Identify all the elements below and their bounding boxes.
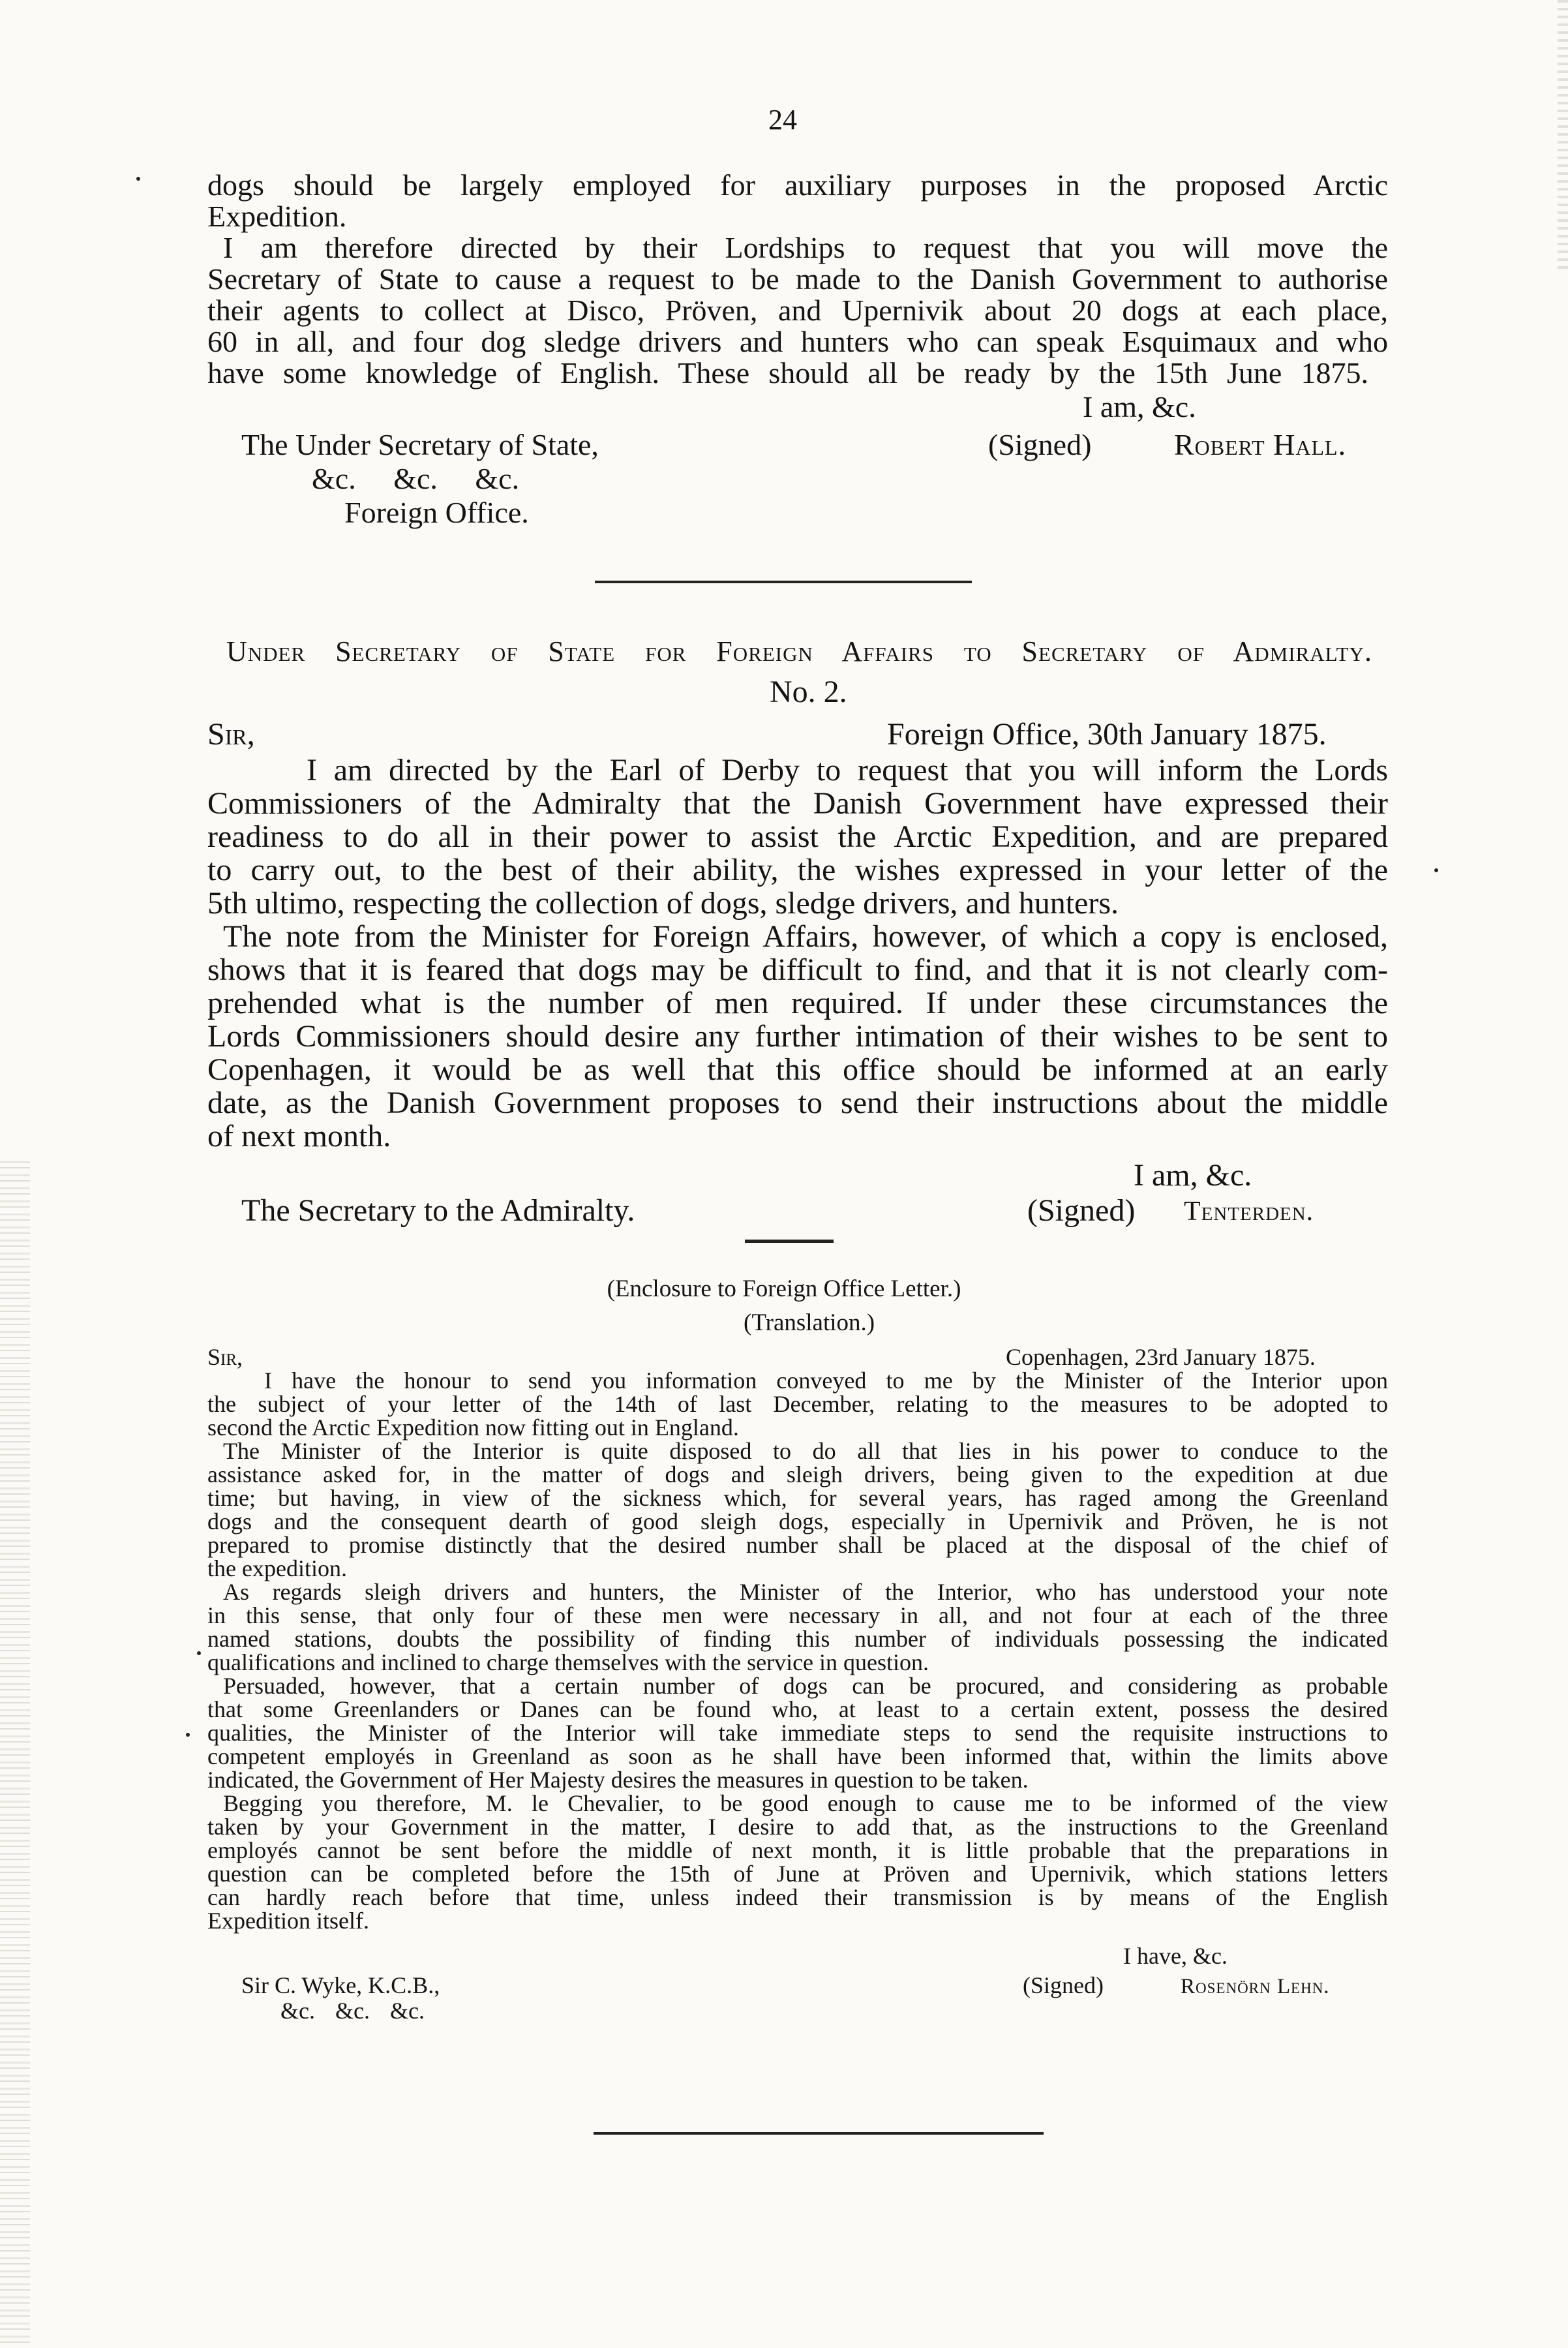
letter1-etc: &c. &c. &c.: [312, 462, 520, 495]
print-speck: [197, 1651, 201, 1655]
letter2-closing: I am, &c.: [1134, 1158, 1252, 1193]
enclosure-line: named stations, doubts the possibility of finding this number of individuals possessing the indicated: [207, 1626, 1388, 1652]
enclosure-etc: &c. &c. &c.: [280, 1998, 425, 2024]
print-speck: [186, 1733, 190, 1737]
letter1-signatory: Robert Hall.: [1174, 428, 1347, 461]
letter2-line: to carry out, to the best of their ability, the wishes expressed in your letter of the: [207, 853, 1388, 887]
enclosure-line: time; but having, in view of the sickness which, for several years, has raged among the Greenland: [207, 1485, 1388, 1511]
letter1-addressee: The Under Secretary of State,: [241, 428, 599, 461]
letter1-line: I am therefore directed by their Lordships to request that you will move the: [223, 231, 1388, 264]
enclosure-line: The Minister of the Interior is quite disposed to do all that lies in his power to conduce to the: [223, 1438, 1388, 1464]
letter2-signed: (Signed): [1027, 1193, 1136, 1228]
letter2-line: date, as the Danish Government proposes to send their instructions about the middle: [207, 1086, 1388, 1120]
letter2-line: of next month.: [207, 1119, 391, 1153]
enclosure-closing: I have, &c.: [1123, 1943, 1228, 1969]
enclosure-line: I have the honour to send you information conveyed to me by the Minister of the Interior upon: [264, 1367, 1388, 1394]
enclosure-line: that some Greenlanders or Danes can be found who, at least to a certain extent, possess the desired: [207, 1696, 1388, 1722]
letter2-line: 5th ultimo, respecting the collection of dogs, sledge drivers, and hunters.: [207, 886, 1119, 921]
enclosure-salutation: Sir,: [207, 1344, 243, 1370]
letter1-line: 60 in all, and four dog sledge drivers and hunters who can speak Esquimaux and who: [207, 325, 1388, 358]
letter2-line: The note from the Minister for Foreign Affairs, however, of which a copy is enclosed,: [223, 919, 1388, 954]
letter1-line: have some knowledge of English. These should all be ready by the 15th June 1875.: [207, 356, 1368, 389]
section-divider: [595, 581, 972, 583]
enclosure-addressee: Sir C. Wyke, K.C.B.,: [241, 1972, 440, 1998]
enclosure-heading: (Enclosure to Foreign Office Letter.): [607, 1275, 961, 1302]
enclosure-place-date: Copenhagen, 23rd January 1875.: [1006, 1344, 1316, 1370]
enclosure-line: Persuaded, however, that a certain number of dogs can be procured, and considering as probable: [223, 1673, 1388, 1699]
enclosure-line: competent employés in Greenland as soon as he shall have been informed that, within the limits above: [207, 1743, 1388, 1769]
letter2-number: No. 2.: [770, 675, 847, 709]
letter2-line: Lords Commissioners should desire any further intimation of their wishes to be sent to: [207, 1019, 1388, 1054]
letter1-closing: I am, &c.: [1083, 390, 1196, 423]
letter2-line: Commissioners of the Admiralty that the Danish Government have expressed their: [207, 786, 1388, 821]
enclosure-line: qualities, the Minister of the Interior will take immediate steps to send the requisite instructions to: [207, 1720, 1388, 1746]
enclosure-signatory: Rosenörn Lehn.: [1181, 1975, 1330, 1998]
enclosure-line: dogs and the consequent dearth of good sleigh dogs, especially in Upernivik and Pröven, he is not: [207, 1508, 1388, 1534]
letter2-addressee: The Secretary to the Admiralty.: [241, 1193, 635, 1228]
enclosure-line: qualifications and inclined to charge themselves with the service in question.: [207, 1649, 929, 1675]
enclosure-line: assistance asked for, in the matter of dogs and sleigh drivers, being given to the expedition at due: [207, 1461, 1388, 1487]
letter2-line: prehended what is the number of men required. If under these circumstances the: [207, 986, 1388, 1020]
enclosure-line: Expedition itself.: [207, 1908, 369, 1934]
enclosure-line: employés cannot be sent before the middle of next month, it is little probable that the preparations in: [207, 1837, 1388, 1863]
page-number: 24: [768, 104, 797, 136]
letter2-salutation: Sir,: [207, 717, 255, 752]
letter1-line: Secretary of State to cause a request to be made to the Danish Government to authorise: [207, 262, 1388, 296]
print-speck: [1434, 868, 1438, 872]
letter2-line: I am directed by the Earl of Derby to request that you will inform the Lords: [307, 753, 1388, 787]
letter2-signatory: Tenterden.: [1184, 1197, 1314, 1227]
enclosure-line: the expedition.: [207, 1555, 347, 1581]
letter1-line: dogs should be largely employed for auxiliary purposes in the proposed Arctic: [207, 168, 1388, 202]
enclosure-line: can hardly reach before that time, unless indeed their transmission is by means of the English: [207, 1884, 1388, 1910]
enclosure-signed: (Signed): [1023, 1972, 1104, 1998]
enclosure-translation: (Translation.): [744, 1309, 875, 1336]
enclosure-line: taken by your Government in the matter, I desire to add that, as the instructions to the Greenland: [207, 1814, 1388, 1840]
letter2-place-date: Foreign Office, 30th January 1875.: [887, 717, 1327, 752]
page-edge: [1558, 0, 1568, 274]
enclosure-line: As regards sleigh drivers and hunters, the Minister of the Interior, who has understood your note: [223, 1579, 1388, 1605]
letter1-line: Expedition.: [207, 200, 347, 233]
letter1-line: their agents to collect at Disco, Pröven, and Upernivik about 20 dogs at each place,: [207, 294, 1388, 327]
end-divider: [594, 2132, 1044, 2135]
print-speck: [136, 177, 140, 181]
letter2-line: shows that it is feared that dogs may be difficult to find, and that it is not clearly com-: [207, 953, 1388, 987]
enclosure-line: second the Arctic Expedition now fitting out in England.: [207, 1414, 739, 1441]
letter1-office: Foreign Office.: [344, 496, 529, 529]
enclosure-line: indicated, the Government of Her Majesty desires the measures in question to be taken.: [207, 1767, 1029, 1793]
short-divider: [745, 1240, 834, 1243]
enclosure-line: prepared to promise distinctly that the desired number shall be placed at the disposal of the chief of: [207, 1532, 1388, 1558]
letter2-heading: Under Secretary of State for Foreign Affairs to Secretary of Admiralty.: [226, 635, 1372, 667]
letter2-line: readiness to do all in their power to assist the Arctic Expedition, and are prepared: [207, 819, 1388, 854]
letter2-line: Copenhagen, it would be as well that this office should be informed at an early: [207, 1052, 1388, 1087]
enclosure-line: the subject of your letter of the 14th of last December, relating to the measures to be adopted to: [207, 1391, 1388, 1417]
letter1-signed: (Signed): [988, 428, 1092, 461]
binding-edge: [0, 1161, 30, 2348]
enclosure-line: Begging you therefore, M. le Chevalier, to be good enough to cause me to be informed of the view: [223, 1790, 1388, 1816]
enclosure-line: in this sense, that only four of these men were necessary in all, and not four at each of the three: [207, 1602, 1388, 1628]
enclosure-line: question can be completed before the 15th of June at Pröven and Upernivik, which stations letters: [207, 1861, 1388, 1887]
